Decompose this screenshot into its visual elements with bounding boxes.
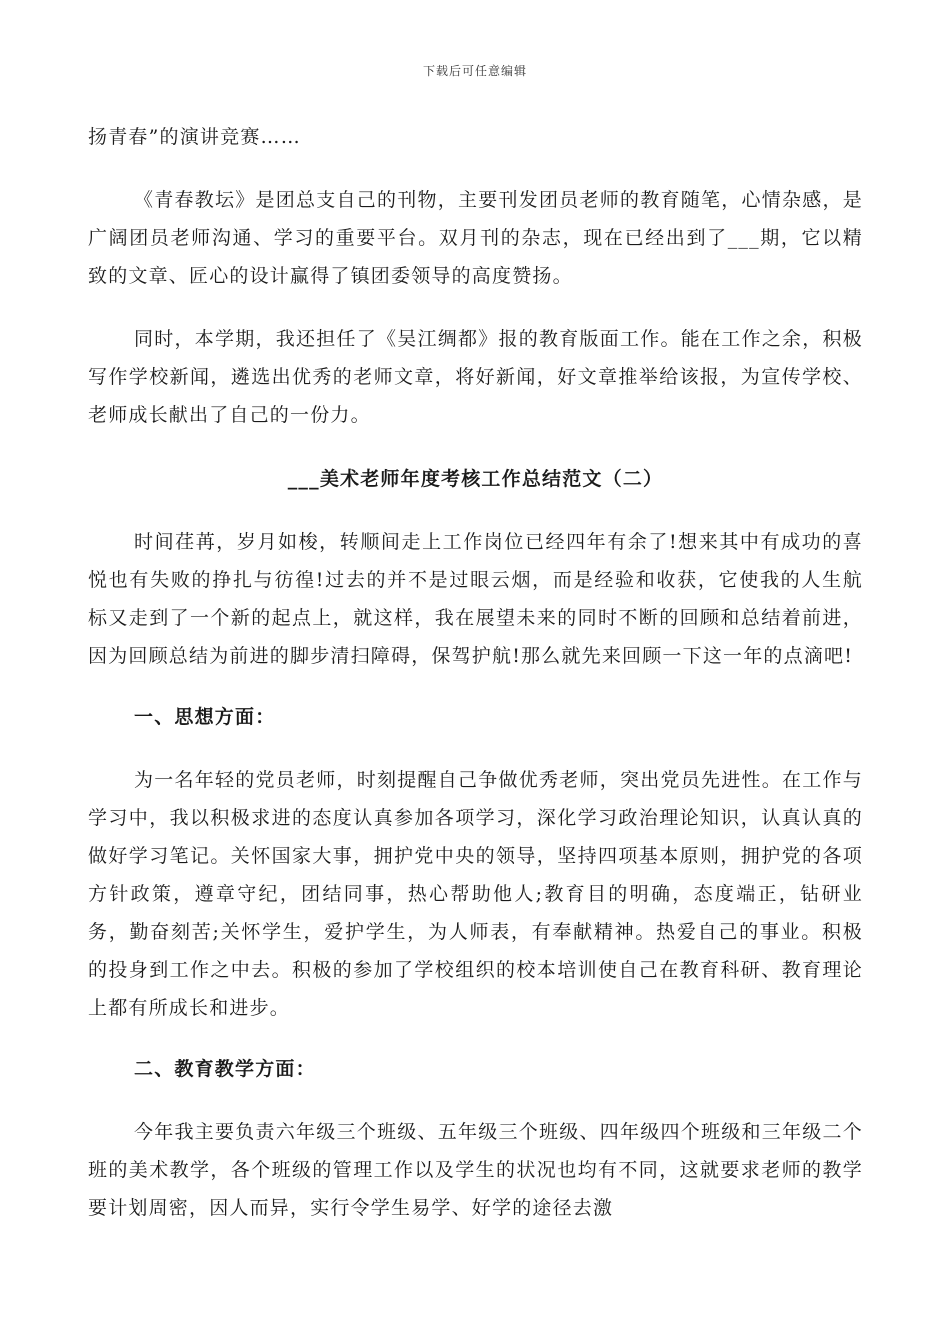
paragraph-newspaper: 同时，本学期，我还担任了《吴江绸都》报的教育版面工作。能在工作之余，积极写作学校新闻，遴选出优秀的老师文章，将好新闻，好文章推举给该报，为宣传学校、老师成长献出了自己的一份力。 bbox=[88, 328, 863, 426]
paragraph-journal: 《青春教坛》是团总支自己的刊物，主要刊发团员老师的教育随笔，心情杂感，是广阔团员老师沟通、学习的重要平台。双月刊的杂志，现在已经出到了___期，它以精致的文章、匠心的设计赢得了镇团委领导的高度赞扬。 bbox=[88, 189, 863, 287]
paragraph-intro: 时间荏苒，岁月如梭，转顺间走上工作岗位已经四年有余了!想来其中有成功的喜悦也有失败的挣扎与彷徨!过去的并不是过眼云烟，而是经验和收获，它使我的人生航标又走到了一个新的起点上，就这样，我在展望未来的同时不断的回顾和总结着前进，因为回顾总结为前进的脚步清扫障碍，保驾护航!那么就先来回顾一下这一年的点滴吧! bbox=[88, 531, 863, 667]
document-body bbox=[88, 118, 863, 1227]
header-note: 下载后可任意编辑 bbox=[422, 64, 527, 78]
paragraph-thought: 为一名年轻的党员老师，时刻提醒自己争做优秀老师，突出党员先进性。在工作与学习中，我以积极求进的态度认真参加各项学习，深化学习政治理论知识，认真认真的做好学习笔记。关怀国家大事，拥护党中央的领导，坚持四项基本原则，拥护党的各项方针政策，遵章守纪，团结同事，热心帮助他人;教育目的明确，态度端正，钻研业务，勤奋刻苦;关怀学生，爱护学生，为人师表，有奉献精神。热爱自己的事业。积极的投身到工作之中去。积极的参加了学校组织的校本培训使自己在教育科研、教育理论上都有所成长和进步。 bbox=[88, 769, 863, 1019]
paragraph-teaching: 今年我主要负责六年级三个班级、五年级三个班级、四年级四个班级和三年级二个班的美术教学，各个班级的管理工作以及学生的状况也均有不同，这就要求老师的教学要计划周密，因人而异，实行令学生易学、好学的途径去激 bbox=[88, 1121, 863, 1219]
section-heading-thought: 一、思想方面： bbox=[134, 706, 276, 728]
paragraph-continuation: 扬青春”的演讲竞赛…… bbox=[88, 126, 301, 148]
section-heading-teaching: 二、教育教学方面： bbox=[134, 1058, 316, 1080]
document-title: ___美术老师年度考核工作总结范文（二） bbox=[287, 468, 664, 490]
